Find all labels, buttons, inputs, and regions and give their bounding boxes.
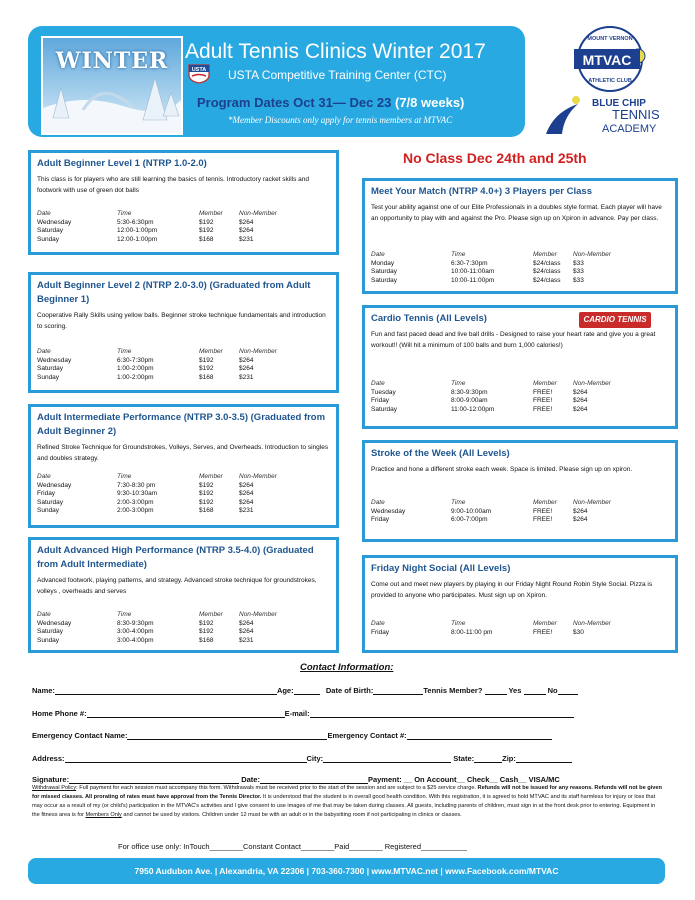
schedule-non-member-price: $264 (573, 516, 588, 523)
policy-text-1: : Full payment for each session must accompany this form. Withdrawals must be received prior to the start of the session and are subject to a $25 service charge. (76, 785, 476, 791)
schedule-row (371, 629, 628, 638)
policy-label: Withdrawal Policy (32, 785, 77, 791)
schedule-header (37, 611, 294, 620)
office-use-line: For office use only: InTouch________Constant Contact________Paid________ Registered___________ (118, 842, 467, 851)
schedule-row (37, 620, 294, 629)
schedule-day: Sunday (37, 636, 60, 644)
mtvac-bottom-text: ATHLETIC CLUB (588, 78, 632, 84)
schedule-header (371, 251, 628, 260)
program-dates-text: Program Dates Oct 31— Dec 23 (197, 95, 392, 110)
schedule-member-price: FREE! (533, 405, 553, 413)
cardio-tennis-logo: CARDIO TENNIS (579, 312, 651, 328)
schedule-time: 2:00-3:00pm (117, 498, 154, 506)
schedule-day: Saturday (371, 276, 398, 284)
schedule-day: Wednesday (371, 507, 406, 515)
schedule-time: 9:00-10:00am (451, 507, 492, 515)
schedule-row (37, 236, 294, 245)
program-level-text: (All Levels) (457, 563, 511, 574)
address-label: Address: (32, 754, 65, 763)
program-description: Test your ability against one of our Elite Professionals in a doubles style format. Each player will have an opportunity to play with and against the Pro. Please sign up on Xpiron in advance. Pay per class. (371, 204, 662, 222)
home-phone-label: Home Phone #: (32, 709, 87, 718)
schedule-member-price: $24/class (533, 259, 561, 267)
program-title (365, 558, 675, 576)
schedule-member-price: FREE! (533, 516, 553, 523)
program-level-text: (NTRP 1.0-2.0) (139, 158, 207, 169)
usta-logo (187, 64, 211, 84)
schedule-day: Saturday (37, 227, 64, 234)
schedule-header-date: Date (37, 210, 51, 217)
no-class-notice: No Class Dec 24th and 25th (403, 150, 587, 166)
schedule-header (371, 499, 628, 508)
schedule-member-price: FREE! (533, 628, 553, 636)
schedule-day: Monday (371, 259, 395, 267)
schedule-member-price: $24/class (533, 276, 561, 284)
schedule-header-date: Date (37, 348, 51, 355)
page-title: Adult Tennis Clinics Winter 2017 (185, 40, 486, 63)
form-row-name (32, 686, 578, 695)
program-title (365, 443, 675, 461)
schedule-header-time: Time (117, 473, 132, 480)
emergency-num-field[interactable] (407, 731, 552, 740)
schedule-row (37, 499, 294, 508)
schedule-non-member-price: $264 (573, 405, 588, 413)
schedule-row (37, 357, 294, 366)
bluechip-tennis-text: TENNIS (612, 107, 660, 122)
schedule-row (37, 628, 294, 637)
program-box (362, 178, 678, 294)
schedule-member-price: $192 (199, 227, 214, 234)
date-label: Date: (241, 775, 260, 784)
dob-label: Date of Birth: (325, 686, 374, 695)
schedule-day: Friday (371, 628, 390, 636)
members-only: Members Only (85, 812, 122, 818)
schedule-table (371, 251, 628, 285)
schedule-day: Wednesday (37, 481, 72, 489)
program-title-text: Stroke of the Week (371, 448, 457, 459)
tennis-member-label: Tennis Member? (423, 686, 483, 695)
schedule-non-member-price: $264 (239, 227, 254, 234)
schedule-time: 8:00-9:00am (451, 397, 488, 404)
form-row-address (32, 754, 572, 763)
schedule-table (37, 473, 294, 516)
schedule-time: 9:30-10:30am (117, 490, 158, 497)
schedule-time: 8:30-9:30pm (117, 619, 154, 627)
schedule-time: 3:00-4:00pm (117, 636, 154, 644)
schedule-header (37, 348, 294, 357)
schedule-day: Saturday (37, 365, 64, 372)
schedule-non-member-price: $264 (239, 498, 254, 506)
program-level-text: (NTRP 4.0+) 3 Players per Class (446, 186, 592, 197)
schedule-member-price: $192 (199, 628, 214, 635)
bluechip-logo (544, 94, 684, 138)
schedule-time: 1:00-2:00pm (117, 373, 154, 381)
schedule-header (37, 473, 294, 482)
program-title-text: Adult Beginner Level 2 (37, 280, 140, 291)
program-description: Refined Stroke Technique for Groundstrokes, Volleys, Serves, and Overheads. Introduction to singles and doubles strategy. (37, 444, 329, 462)
schedule-member-price: FREE! (533, 388, 553, 396)
schedule-header-time: Time (451, 620, 466, 627)
schedule-header (371, 620, 628, 629)
schedule-member-price: $192 (199, 356, 214, 364)
program-description: Cooperative Rally Skills using yellow balls. Beginner stroke technique fundamentals and introduction to scoring. (37, 312, 326, 330)
mtvac-text: MTVAC (582, 52, 632, 68)
schedule-header-non-member: Non-Member (573, 620, 611, 627)
program-box (28, 404, 339, 528)
schedule-header-time: Time (451, 380, 466, 387)
schedule-row (37, 507, 294, 516)
usta-text: USTA (191, 67, 207, 73)
program-level-text: (NTRP 3.0-3.5) (Graduated from Adult Beginner 2) (37, 412, 326, 437)
schedule-non-member-price: $264 (573, 397, 588, 404)
schedule-day: Friday (371, 516, 390, 523)
schedule-row (371, 516, 628, 525)
city-label: City: (306, 754, 324, 763)
schedule-non-member-price: $231 (239, 507, 254, 514)
schedule-member-price: $192 (199, 498, 214, 506)
schedule-day: Saturday (37, 498, 64, 506)
schedule-time: 6:30-7:30pm (117, 356, 154, 364)
schedule-row (371, 268, 628, 277)
schedule-time: 6:00-7:00pm (451, 516, 488, 523)
program-level-text: (All Levels) (433, 313, 487, 324)
schedule-time: 5:30-6:30pm (117, 218, 154, 226)
schedule-header-member: Member (199, 210, 223, 217)
schedule-time: 10:00-11:00pm (451, 276, 495, 284)
schedule-day: Wednesday (37, 218, 72, 226)
schedule-header-member: Member (533, 499, 557, 506)
form-row-phone (32, 709, 574, 718)
no-label: No (547, 686, 558, 695)
schedule-header-time: Time (117, 210, 132, 217)
bluechip-text: BLUE CHIP (592, 98, 646, 109)
yes-field[interactable] (485, 686, 507, 695)
email-label: E-mail: (284, 709, 310, 718)
schedule-table (37, 210, 294, 244)
schedule-row (371, 397, 628, 406)
schedule-header (37, 210, 294, 219)
schedule-non-member-price: $264 (239, 619, 254, 627)
schedule-header-member: Member (199, 473, 223, 480)
schedule-header-date: Date (371, 620, 385, 627)
schedule-table (371, 620, 628, 637)
program-box (362, 440, 678, 542)
schedule-header-non-member: Non-Member (239, 611, 277, 618)
mtvac-badge-icon (566, 24, 654, 94)
schedule-header-date: Date (371, 499, 385, 506)
no-blank[interactable] (558, 686, 578, 695)
schedule-non-member-price: $264 (239, 490, 254, 497)
schedule-header-date: Date (37, 473, 51, 480)
schedule-time: 6:30-7:30pm (451, 259, 488, 267)
schedule-day: Saturday (371, 405, 398, 413)
schedule-non-member-price: $231 (239, 636, 254, 644)
schedule-non-member-price: $264 (239, 628, 254, 635)
schedule-header-non-member: Non-Member (573, 380, 611, 387)
schedule-non-member-price: $231 (239, 373, 254, 381)
schedule-header-member: Member (533, 380, 557, 387)
program-title-text: Cardio Tennis (371, 313, 434, 324)
schedule-header-date: Date (37, 611, 51, 618)
program-box (28, 537, 339, 653)
schedule-time: 10:00-11:00am (451, 268, 495, 275)
city-field[interactable] (323, 754, 451, 763)
withdrawal-policy (32, 784, 662, 820)
schedule-non-member-price: $33 (573, 276, 584, 284)
winter-label: WINTER (55, 48, 169, 74)
schedule-member-price: $168 (199, 507, 214, 514)
address-field[interactable] (65, 754, 307, 763)
schedule-member-price: $168 (199, 235, 214, 243)
schedule-member-price: $192 (199, 490, 214, 497)
schedule-row (371, 389, 628, 398)
schedule-day: Sunday (37, 235, 60, 243)
schedule-header (371, 380, 628, 389)
ctc-subtitle: USTA Competitive Training Center (CTC) (228, 68, 447, 82)
program-box (28, 272, 339, 393)
schedule-day: Wednesday (37, 356, 72, 364)
schedule-header-date: Date (371, 380, 385, 387)
policy-text-3: It is understood that the student is in overall good health condition. With this registration, it is agreed to hold MTVAC and its staff harmless for injury or loss that may occur as a result of my (or child's) participation in the MTVAC's activities and I give consent to use images of me that may be taken during classes. All guests, including parents of children, must sign in at the front desk prior to entering. Equipment in the fitness area is for (32, 794, 656, 818)
state-field[interactable] (474, 754, 502, 763)
bluechip-academy-text: ACADEMY (602, 123, 657, 135)
schedule-header-member: Member (533, 620, 557, 627)
schedule-table (37, 348, 294, 382)
name-field[interactable] (55, 686, 277, 695)
schedule-header-time: Time (117, 348, 132, 355)
schedule-non-member-price: $30 (573, 628, 584, 636)
schedule-header-non-member: Non-Member (573, 499, 611, 506)
usta-shield-icon (187, 64, 211, 84)
date-field[interactable] (260, 775, 368, 784)
schedule-time: 12:00-1:00pm (117, 227, 158, 234)
zip-label: Zip: (502, 754, 516, 763)
program-dates (197, 95, 517, 110)
schedule-day: Wednesday (37, 619, 72, 627)
program-description: Advanced footwork, playing patterns, and strategy. Advanced stroke technique for groundstrokes, volleys , overheads and serves (37, 577, 317, 595)
schedule-member-price: $192 (199, 365, 214, 372)
signature-label: Signature: (32, 775, 70, 784)
program-title (31, 153, 336, 171)
schedule-header-non-member: Non-Member (239, 473, 277, 480)
schedule-time: 8:30-9:30pm (451, 388, 488, 396)
mtvac-logo (566, 24, 654, 94)
state-label: State: (453, 754, 475, 763)
schedule-header-non-member: Non-Member (239, 348, 277, 355)
program-description: Practice and hone a different stroke each week. Space is limited. Please sign up on xpiron. (371, 466, 633, 473)
program-title (365, 181, 675, 199)
program-box (362, 305, 678, 429)
emergency-name-field[interactable] (127, 731, 327, 740)
schedule-table (371, 499, 628, 525)
payment-label: Payment: __ On Account__ Check__ Cash__ VISA/MC (367, 775, 560, 784)
schedule-row (371, 508, 628, 517)
contact-title: Contact Information: (300, 662, 394, 673)
schedule-day: Friday (371, 397, 390, 404)
schedule-time: 12:00-1:00pm (117, 235, 158, 243)
schedule-member-price: $192 (199, 481, 214, 489)
schedule-table (371, 380, 628, 414)
program-title-text: Adult Intermediate Performance (37, 412, 182, 423)
schedule-day: Sunday (37, 373, 60, 381)
program-box (362, 555, 678, 653)
schedule-time: 1:00-2:00pm (117, 365, 154, 372)
program-description: Come out and meet new players by playing in our Friday Night Round Robin Style Social. Pizza is provided to anyone who participates. Must sign up on Xpiron. (371, 581, 653, 599)
schedule-non-member-price: $264 (239, 365, 254, 372)
home-phone-field[interactable] (87, 709, 285, 718)
schedule-header-member: Member (533, 251, 557, 258)
member-discount-note: *Member Discounts only apply for tennis members at MTVAC (228, 115, 453, 125)
schedule-non-member-price: $264 (239, 218, 254, 226)
schedule-row (371, 406, 628, 415)
schedule-header-time: Time (117, 611, 132, 618)
schedule-time: 7:30-8:30 pm (117, 481, 156, 489)
policy-text-2: Refunds will not be issued for any reasons. Refunds will not be given for missed classes. All prorating of rates must have approval from the Tennis Director. (32, 785, 662, 800)
schedule-non-member-price: $264 (239, 356, 254, 364)
schedule-header-member: Member (199, 348, 223, 355)
program-title-text: Adult Advanced High Performance (37, 545, 194, 556)
schedule-day: Tuesday (371, 388, 396, 396)
zip-field[interactable] (516, 754, 572, 763)
age-label: Age: (276, 686, 294, 695)
schedule-time: 2:00-3:00pm (117, 507, 154, 514)
schedule-row (37, 227, 294, 236)
schedule-day: Saturday (37, 628, 64, 635)
footer-bar: 7950 Audubon Ave. | Alexandria, VA 22306 | 703-360-7300 | www.MTVAC.net | www.Facebook.com/MTVAC (28, 858, 665, 884)
signature-field[interactable] (69, 775, 239, 784)
program-level-text: (NTRP 2.0-3.0) (Graduated from Adult Beginner 1) (37, 280, 311, 305)
form-row-signature (32, 775, 560, 784)
schedule-row (371, 260, 628, 269)
program-title (31, 407, 336, 439)
schedule-header-non-member: Non-Member (239, 210, 277, 217)
schedule-day: Sunday (37, 507, 60, 514)
schedule-member-price: $192 (199, 218, 214, 226)
schedule-member-price: $24/class (533, 268, 561, 275)
schedule-member-price: FREE! (533, 397, 553, 404)
schedule-member-price: $192 (199, 619, 214, 627)
schedule-member-price: FREE! (533, 507, 553, 515)
schedule-member-price: $168 (199, 373, 214, 381)
program-title-text: Meet Your Match (371, 186, 447, 197)
bluechip-swoosh-icon (544, 94, 684, 138)
age-field[interactable] (294, 686, 320, 695)
schedule-header-date: Date (371, 251, 385, 258)
schedule-row (37, 637, 294, 646)
program-level-text: (All Levels) (456, 448, 510, 459)
schedule-row (371, 277, 628, 286)
schedule-time: 3:00-4:00pm (117, 628, 154, 635)
program-title (31, 275, 336, 307)
schedule-non-member-price: $264 (573, 507, 588, 515)
program-weeks: (7/8 weeks) (395, 95, 465, 110)
mtvac-top-text: MOUNT VERNON (587, 36, 633, 42)
schedule-header-time: Time (451, 251, 466, 258)
schedule-row (37, 374, 294, 383)
yes-label: Yes (508, 686, 522, 695)
dob-field[interactable] (373, 686, 423, 695)
emergency-num-label: Emergency Contact #: (327, 731, 407, 740)
schedule-time: 8:00-11:00 pm (451, 628, 493, 636)
schedule-non-member-price: $264 (239, 481, 254, 489)
program-description: This class is for players who are still learning the basics of tennis. Introductory racket skills and footwork with use of green dot balls (37, 176, 310, 194)
schedule-header-member: Member (199, 611, 223, 618)
schedule-row (37, 490, 294, 499)
emergency-name-label: Emergency Contact Name: (32, 731, 128, 740)
schedule-header-time: Time (451, 499, 466, 506)
schedule-time: 11:00-12:00pm (451, 405, 495, 413)
schedule-table (37, 611, 294, 645)
policy-text-4: and cannot be used by visitors. Children under 12 must be with an adult or in the babysitting room if not participating in clinics or classes. (121, 812, 462, 818)
program-title-text: Friday Night Social (371, 563, 458, 574)
schedule-non-member-price: $231 (239, 235, 254, 243)
program-description: Fun and fast paced dead and live ball drills - Designed to raise your heart rate and give you a great workout!! (Will hit a minimum of 100 balls and burn 1,000 calories!) (371, 331, 656, 349)
name-label: Name: (32, 686, 55, 695)
no-field[interactable] (524, 686, 546, 695)
schedule-non-member-price: $264 (573, 388, 588, 396)
program-title-text: Adult Beginner Level 1 (37, 158, 140, 169)
email-field[interactable] (310, 709, 574, 718)
schedule-header-non-member: Non-Member (573, 251, 611, 258)
program-title (31, 540, 336, 572)
schedule-row (37, 365, 294, 374)
schedule-member-price: $168 (199, 636, 214, 644)
form-row-emergency (32, 731, 552, 740)
schedule-non-member-price: $33 (573, 259, 584, 267)
schedule-row (37, 482, 294, 491)
schedule-day: Friday (37, 490, 56, 497)
program-box (28, 150, 339, 255)
schedule-non-member-price: $33 (573, 268, 584, 275)
winter-image (41, 36, 183, 135)
schedule-row (37, 219, 294, 228)
schedule-day: Saturday (371, 268, 398, 275)
program-level-text: (NTRP 3.5-4.0) (Graduated from Adult Intermediate) (37, 545, 314, 570)
